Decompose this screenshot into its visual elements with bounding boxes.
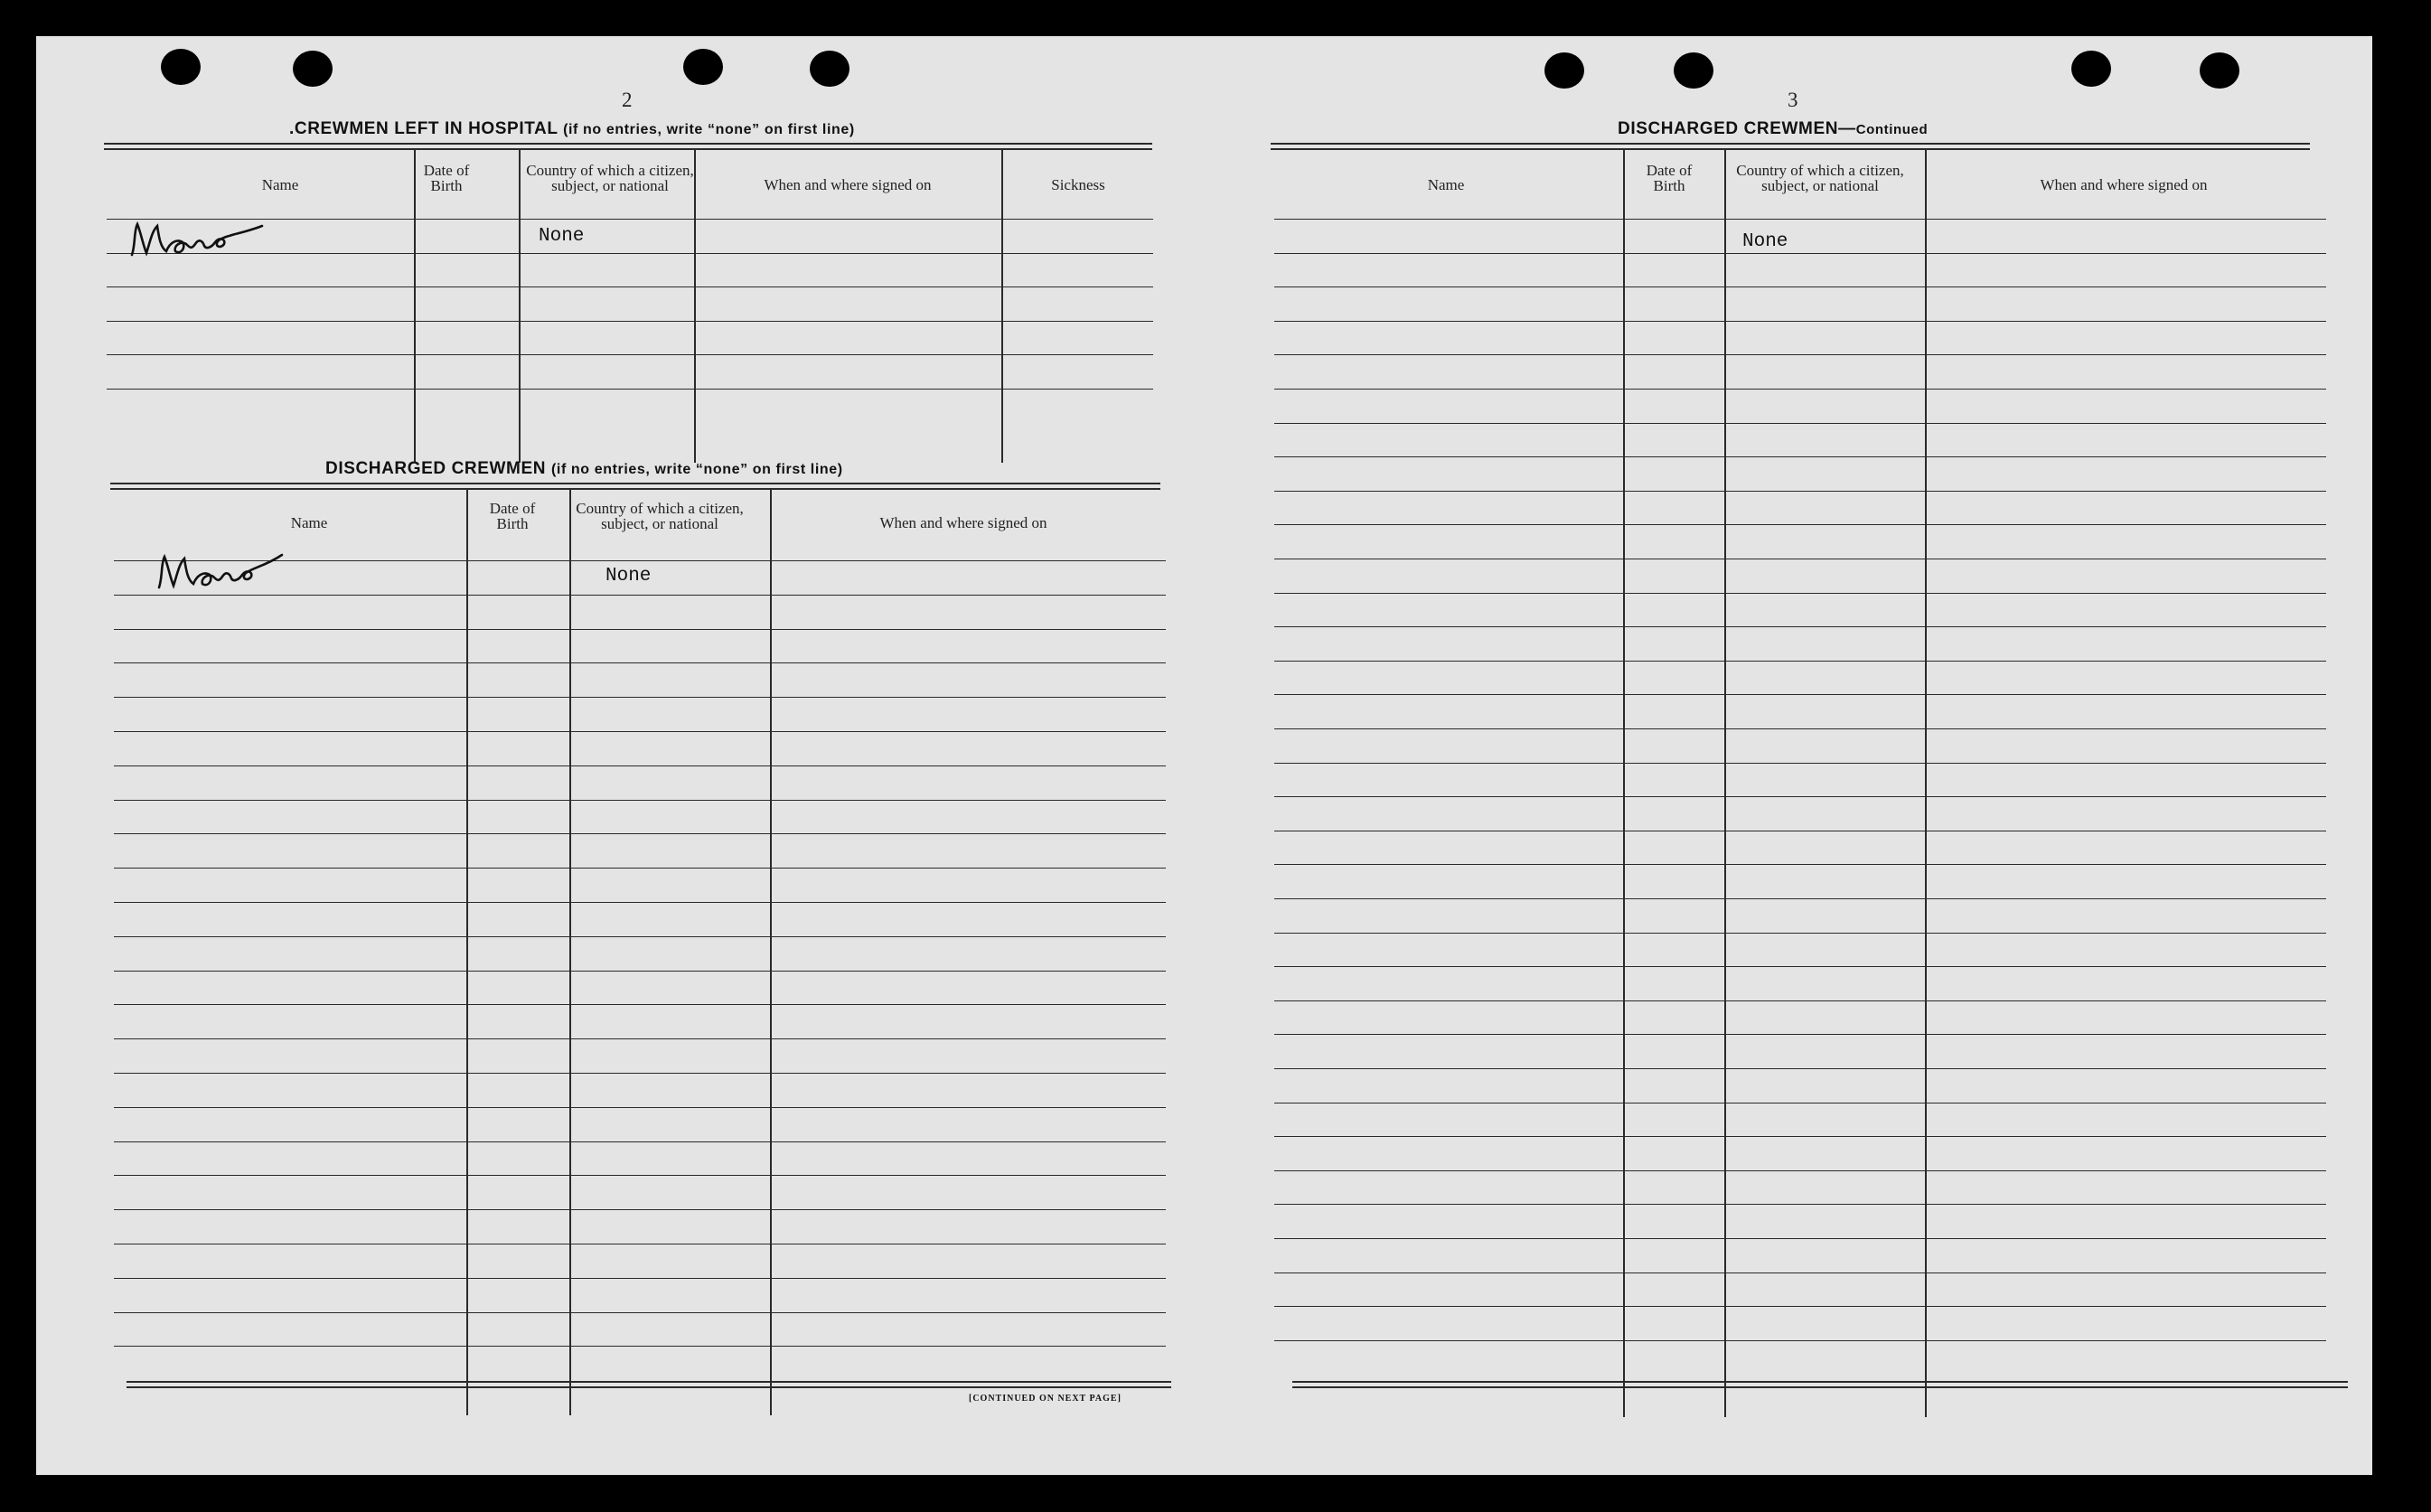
column-divider [1724, 150, 1726, 1417]
handwritten-none [152, 548, 305, 597]
rule [127, 1386, 1171, 1388]
row-line [114, 731, 1166, 732]
row-line [1274, 694, 2326, 695]
punch-hole [810, 51, 849, 87]
column-divider [519, 150, 521, 463]
row-line [114, 662, 1166, 663]
page-number: 2 [622, 89, 633, 111]
row-line [1274, 1034, 2326, 1035]
row-line [1274, 898, 2326, 899]
column-header-signed-on: When and where signed on [2040, 176, 2208, 193]
row-line [1274, 1340, 2326, 1341]
row-line [114, 1107, 1166, 1108]
row-line [1274, 763, 2326, 764]
row-line [1274, 354, 2326, 355]
punch-hole [161, 49, 201, 85]
column-header-name: Name [1427, 176, 1465, 193]
row-line [1274, 626, 2326, 627]
column-header-name: Name [261, 176, 299, 193]
row-line [107, 354, 1153, 355]
row-line [107, 321, 1153, 322]
rule [1271, 148, 2310, 150]
row-line [1274, 864, 2326, 865]
row-line [114, 971, 1166, 972]
row-line [1274, 253, 2326, 254]
column-header-country: Country of which a citizen, subject, or national [1736, 162, 1904, 194]
row-line [1274, 933, 2326, 934]
discharged-section-title [325, 459, 843, 479]
row-line [1274, 491, 2326, 492]
row-line [114, 1346, 1166, 1347]
row-line [1274, 1170, 2326, 1171]
hospital-title-text: .CREWMEN LEFT IN HOSPITAL [289, 119, 558, 138]
row-line [114, 697, 1166, 698]
punch-hole [293, 51, 333, 87]
column-header-signed-on: When and where signed on [764, 176, 932, 193]
row-line [114, 1141, 1166, 1142]
row-line [114, 1004, 1166, 1005]
column-divider [1925, 150, 1927, 1417]
punch-hole [683, 49, 723, 85]
rule [127, 1381, 1171, 1383]
row-line [107, 286, 1153, 287]
punch-hole [1674, 52, 1713, 89]
column-header-name: Name [290, 514, 328, 531]
row-line [1274, 593, 2326, 594]
row-line [1274, 1306, 2326, 1307]
row-line [1274, 728, 2326, 729]
typed-country-entry: None [539, 226, 585, 247]
continued-on-next-page-note: [CONTINUED ON NEXT PAGE] [969, 1394, 1122, 1404]
row-line [1274, 796, 2326, 797]
rule [1292, 1381, 2348, 1383]
row-line [1274, 1068, 2326, 1069]
punch-hole [1544, 52, 1584, 89]
document-scan [36, 36, 2372, 1475]
row-line [1274, 1000, 2326, 1001]
row-line [1274, 219, 2326, 220]
row-line [114, 1073, 1166, 1074]
row-line [114, 1038, 1166, 1039]
discharged-continued-title [1618, 119, 1928, 139]
column-header-sickness: Sickness [1051, 176, 1105, 193]
column-divider [1623, 150, 1625, 1417]
row-line [1274, 286, 2326, 287]
column-divider [1001, 150, 1003, 463]
row-line [1274, 524, 2326, 525]
column-header-signed-on: When and where signed on [879, 514, 1047, 531]
column-header-date-of-birth: Date of Birth [423, 162, 470, 194]
rule [110, 488, 1160, 490]
row-line [114, 1175, 1166, 1176]
handwritten-none [127, 217, 280, 267]
column-header-date-of-birth: Date of Birth [1646, 162, 1693, 194]
row-line [114, 1312, 1166, 1313]
rule [1292, 1386, 2348, 1388]
discharged-continued-title-text: DISCHARGED CREWMEN— [1618, 119, 1856, 138]
rule [1271, 143, 2310, 145]
punch-hole [2200, 52, 2239, 89]
row-line [1274, 1136, 2326, 1137]
column-header-date-of-birth: Date of Birth [489, 500, 536, 532]
page-number: 3 [1788, 89, 1798, 111]
row-line [1274, 456, 2326, 457]
row-line [1274, 1204, 2326, 1205]
row-line [1274, 966, 2326, 967]
row-line [1274, 1238, 2326, 1239]
typed-country-entry: None [605, 566, 652, 587]
row-line [114, 765, 1166, 766]
rule [110, 483, 1160, 484]
row-line [107, 389, 1153, 390]
column-divider [694, 150, 696, 463]
row-line [1274, 389, 2326, 390]
row-line [114, 868, 1166, 869]
typed-country-entry: None [1742, 231, 1788, 252]
row-line [114, 902, 1166, 903]
row-line [114, 1278, 1166, 1279]
column-divider [414, 150, 416, 463]
rule [104, 143, 1152, 145]
row-line [114, 800, 1166, 801]
discharged-title-note: (if no entries, write “none” on first line) [550, 462, 843, 477]
row-line [114, 936, 1166, 937]
row-line [1274, 321, 2326, 322]
row-line [114, 1209, 1166, 1210]
row-line [114, 833, 1166, 834]
column-header-country: Country of which a citizen, subject, or national [526, 162, 694, 194]
continued-label: Continued [1855, 122, 1929, 137]
hospital-section-title [289, 119, 855, 139]
punch-hole [2071, 51, 2111, 87]
hospital-title-note: (if no entries, write “none” on first line) [563, 122, 855, 137]
row-line [114, 629, 1166, 630]
row-line [1274, 423, 2326, 424]
rule [104, 148, 1152, 150]
discharged-title-text: DISCHARGED CREWMEN [325, 459, 547, 478]
column-header-country: Country of which a citizen, subject, or national [576, 500, 744, 532]
row-line [1274, 661, 2326, 662]
